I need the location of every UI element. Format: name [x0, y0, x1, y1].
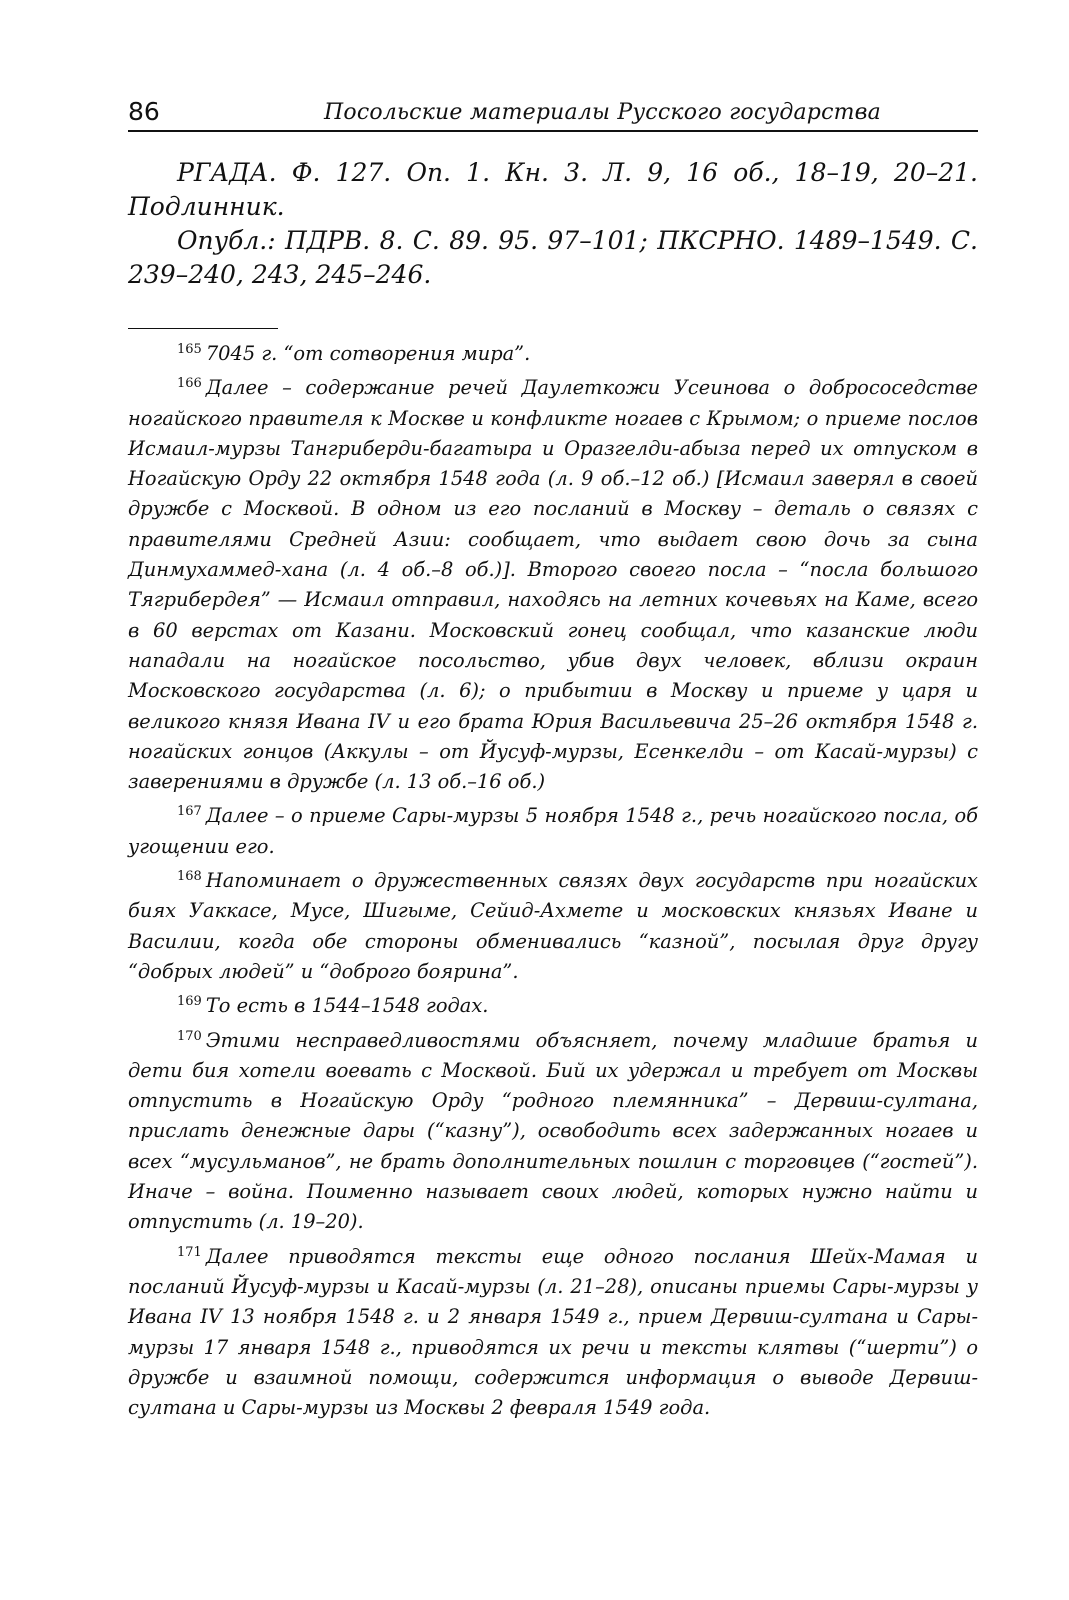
footnote — [128, 862, 978, 987]
footnote-text: То есть в 1544–1548 годах. — [205, 994, 489, 1018]
footnote — [128, 797, 978, 862]
archive-reference: РГАДА. Ф. 127. Оп. 1. Кн. 3. Л. 9, 16 об., 18–19, 20–21. Подлинник. — [128, 158, 978, 221]
footnote-number: 165 — [177, 342, 202, 357]
running-title: Посольские материалы Русского государства — [324, 100, 881, 125]
footnote-number: 167 — [177, 804, 202, 820]
footnote-text: Далее приводятся тексты еще одного послания Шейх-Мамая и посланий Йусуф-мурзы и Касай-мурзы (л. 21–28), описаны приемы Сары-мурзы у Ивана IV 13 ноября 1548 г. и 2 января 1549 г., прием Дервиш-султана и Сары-мурзы 17 января 1548 г., приводятся их речи и тексты клятвы (“шерти”) о дружбе и взаимной помощи, содержится информация о выводе Дервиш-султана и Сары-мурзы из Москвы 2 февраля 1549 года. — [128, 1244, 978, 1420]
footnote-text: 7045 г. “от сотворения мира”. — [205, 342, 531, 365]
page-header — [128, 96, 978, 132]
footnotes — [128, 335, 978, 1423]
footnote-text: Далее – о приеме Сары-мурзы 5 ноября 1548 г., речь ногайского посла, об угощении его. — [128, 804, 978, 858]
footnote-text: Далее – содержание речей Даулеткожи Усеинова о добрососедстве ногайского правителя к Москве и конфликте ногаев с Крымом; о приеме послов Исмаил-мурзы Тангриберди-багатыра и Оразгелди-абыза перед их отпуском в Ногайскую Орду 22 октября 1548 года (л. 9 об.–12 об.) [Исмаил заверял в своей дружбе с Москвой. В одном из его посланий в Москву – деталь о связях с правителями Средней Азии: сообщает, что выдает свою дочь за сына Динмухаммед-хана (л. 4 об.–8 об.)]. Второго своего посла – “посла большого Тягрибердея” — Исмаил отправил, находясь на летних кочевьях на Каме, всего в 60 верстах от Казани. Московский гонец сообщал, что казанские люди нападали на ногайское посольство, убив двух человек, вблизи окраин Московского государства (л. 6); о прибытии в Москву и приеме у царя и великого князя Ивана IV и его брата Юрия Васильевича 25–26 октября 1548 г. ногайских гонцов (Аккулы – от Йусуф-мурзы, Есенкелди – от Касай-мурзы) с заверениями в дружбе (л. 13 об.–16 об.) — [128, 376, 978, 794]
footnote — [128, 335, 978, 369]
footnote — [128, 369, 978, 797]
footnote-number: 166 — [177, 376, 202, 392]
footnote-number: 171 — [177, 1244, 202, 1260]
book-page — [128, 96, 978, 1423]
source-reference — [128, 156, 978, 292]
footnote-separator — [128, 328, 278, 329]
footnote-text: Этими несправедливостями объясняет, почему младшие братья и дети бия хотели воевать с Москвой. Бий их удержал и требует от Москвы отпустить в Ногайскую Орду “родного племянника” – Дервиш-султана, прислать денежные дары (“казну”), освободить всех задержанных ногаев и всех “мусульманов”, не брать дополнительных пошлин с торговцев (“гостей”). Иначе – война. Поименно называет своих людей, которых нужно найти и отпустить (л. 19–20). — [128, 1028, 978, 1234]
footnote — [128, 1022, 978, 1238]
publication-reference: Опубл.: ПДРВ. 8. С. 89. 95. 97–101; ПКСРНО. 1489–1549. С. 239–240, 243, 245–246. — [128, 226, 978, 289]
footnote-number: 168 — [177, 869, 202, 885]
page-number: 86 — [128, 97, 160, 126]
footnote — [128, 987, 978, 1021]
footnote-number: 170 — [177, 1028, 202, 1044]
footnote-number: 169 — [177, 994, 202, 1010]
footnote — [128, 1238, 978, 1424]
footnote-text: Напоминает о дружественных связях двух государств при ногайских биях Уаккасе, Мусе, Шигыме, Сейид-Ахмете и московских князьях Иване и Василии, когда обе стороны обменивались “казной”, посылая друг другу “добрых людей” и “доброго боярина”. — [128, 869, 978, 983]
